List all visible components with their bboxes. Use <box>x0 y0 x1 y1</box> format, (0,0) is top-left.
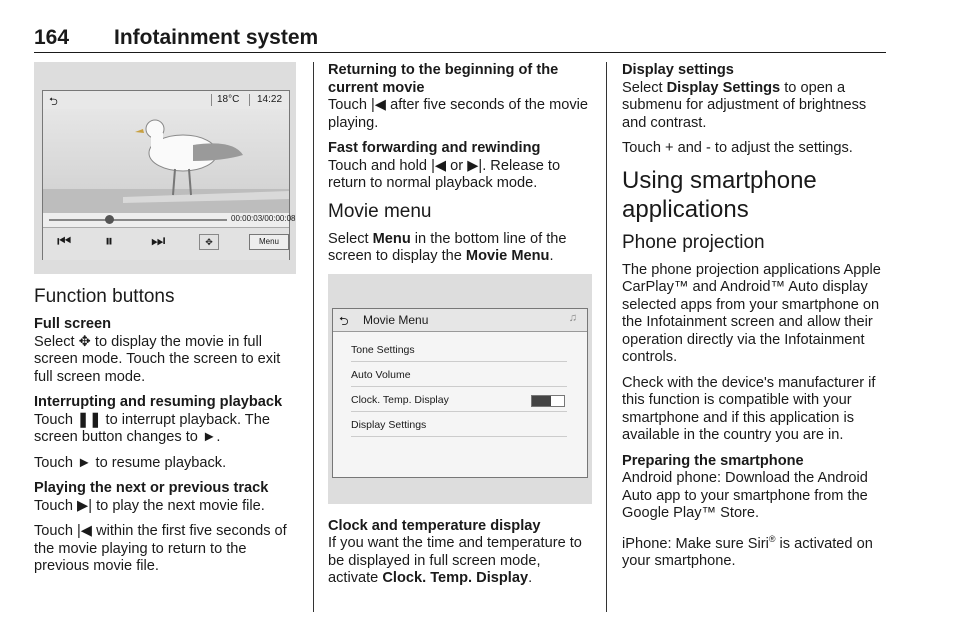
music-note-icon: ♫ <box>568 311 577 324</box>
player-top-bar <box>43 91 289 110</box>
movie-player <box>42 90 296 260</box>
toggle-switch[interactable] <box>531 395 565 407</box>
paragraph: Touch and hold |◀ or ▶|. Release to return to normal playback mode. <box>328 157 561 191</box>
column-right <box>622 62 888 578</box>
subheading: Playing the next or previous track <box>34 480 269 496</box>
play-icon: ► <box>77 454 92 471</box>
subheading: Interrupting and resuming playback <box>34 394 283 410</box>
menu-item-tone-settings[interactable]: Tone Settings <box>351 339 567 362</box>
subheading: Preparing the smartphone <box>622 452 804 469</box>
progress-bar[interactable] <box>43 213 296 227</box>
menu-item-clock-temp-display[interactable] <box>351 389 567 412</box>
paragraph: Touch + and - to adjust the settings. <box>622 140 853 156</box>
column-middle <box>328 62 592 596</box>
paragraph: The phone projection applications Apple CarPlay™ and Android™ Auto display selected apps from your smartphone on the Infotainment screen and allow their operation directly via the Infotainment controls. <box>622 261 881 365</box>
subheading: Fast forwarding and rewinding <box>328 140 541 156</box>
player-controls <box>43 227 289 260</box>
player-screenshot <box>34 62 296 274</box>
pause-icon: ❚❚ <box>77 411 102 428</box>
previous-track-icon: |◀ <box>77 523 93 539</box>
paragraph: Check with the device's manufacturer if this function is compatible with your smartphone and if this application is available in the country you are in. <box>622 374 876 443</box>
previous-track-icon: |◀ <box>371 97 387 113</box>
previous-track-icon[interactable]: ⏮ <box>57 233 72 250</box>
section-heading: Function buttons <box>34 286 175 307</box>
full-screen-button[interactable]: ✥ <box>199 234 219 250</box>
chapter-heading: Using smartphone applications <box>622 166 817 223</box>
subheading: Returning to the beginning of the current movie <box>328 62 559 96</box>
playback-duration: 00:00:03/00:00:08 <box>231 214 296 223</box>
paragraph: If you want the time and temperature to be displayed in full screen mode, activate Clock. Temp. Display. <box>328 535 582 586</box>
paragraph: Android phone: Download the Android Auto app to your smartphone from the Google Play™ Store. <box>622 470 868 521</box>
paragraph: Touch ▶| to play the next movie file. <box>34 497 265 514</box>
play-icon: ► <box>201 429 217 445</box>
movie-frame-image <box>43 109 289 213</box>
next-track-icon[interactable]: ⏭ <box>151 233 166 250</box>
seagull-image <box>43 109 289 213</box>
paragraph: Touch |◀ after five seconds of the movie playing. <box>328 97 589 131</box>
next-track-icon: ▶| <box>77 497 93 514</box>
paragraph: Touch |◀ within the first five seconds of the movie playing to return to the previous movie file. <box>34 523 287 574</box>
page-title: Infotainment system <box>114 26 319 49</box>
divider <box>249 94 250 106</box>
paragraph: Select Menu in the bottom line of the screen to display the Movie Menu. <box>328 230 567 264</box>
subheading: Display settings <box>622 62 734 78</box>
paragraph: Select Display Settings to open a submenu for adjustment of brightness and contrast. <box>622 79 867 131</box>
next-track-icon: ▶| <box>467 157 483 174</box>
paragraph: Select ✥ to display the movie in full screen mode. Touch the screen to exit full screen mode. <box>34 333 281 385</box>
movie-menu-header <box>333 309 587 332</box>
column-divider <box>606 62 607 612</box>
back-icon: ⮌ <box>49 96 58 108</box>
clock-readout: 14:22 <box>257 94 283 105</box>
back-icon[interactable]: ⮌ <box>339 313 349 328</box>
progress-track <box>49 219 227 221</box>
progress-slider-handle[interactable] <box>105 215 114 224</box>
temperature-readout: 18°C <box>217 94 240 105</box>
paragraph: iPhone: Make sure Siri® is activated on your smartphone. <box>622 533 873 569</box>
previous-track-icon: |◀ <box>431 157 447 174</box>
column-divider <box>313 62 314 612</box>
column-left <box>34 62 296 584</box>
subheading: Full screen <box>34 316 112 332</box>
movie-menu-screenshot <box>328 274 592 504</box>
movie-menu <box>332 308 588 478</box>
menu-item-label: Clock. Temp. Display <box>351 393 449 406</box>
menu-item-auto-volume[interactable]: Auto Volume <box>351 364 567 387</box>
subheading: Clock and temperature display <box>328 517 541 534</box>
movie-menu-title: Movie Menu <box>363 312 429 327</box>
pause-icon[interactable]: ⏸ <box>105 233 114 250</box>
menu-button[interactable]: Menu <box>249 234 289 250</box>
paragraph: Touch ► to resume playback. <box>34 454 227 471</box>
section-heading: Movie menu <box>328 200 432 222</box>
menu-item-display-settings[interactable]: Display Settings <box>351 414 567 437</box>
full-screen-icon: ✥ <box>78 333 91 350</box>
paragraph: Touch ❚❚ to interrupt playback. The screen button changes to ►. <box>34 411 270 445</box>
page-number: 164 <box>34 26 70 49</box>
divider <box>211 94 212 106</box>
section-heading: Phone projection <box>622 231 765 253</box>
page-header <box>34 26 886 53</box>
